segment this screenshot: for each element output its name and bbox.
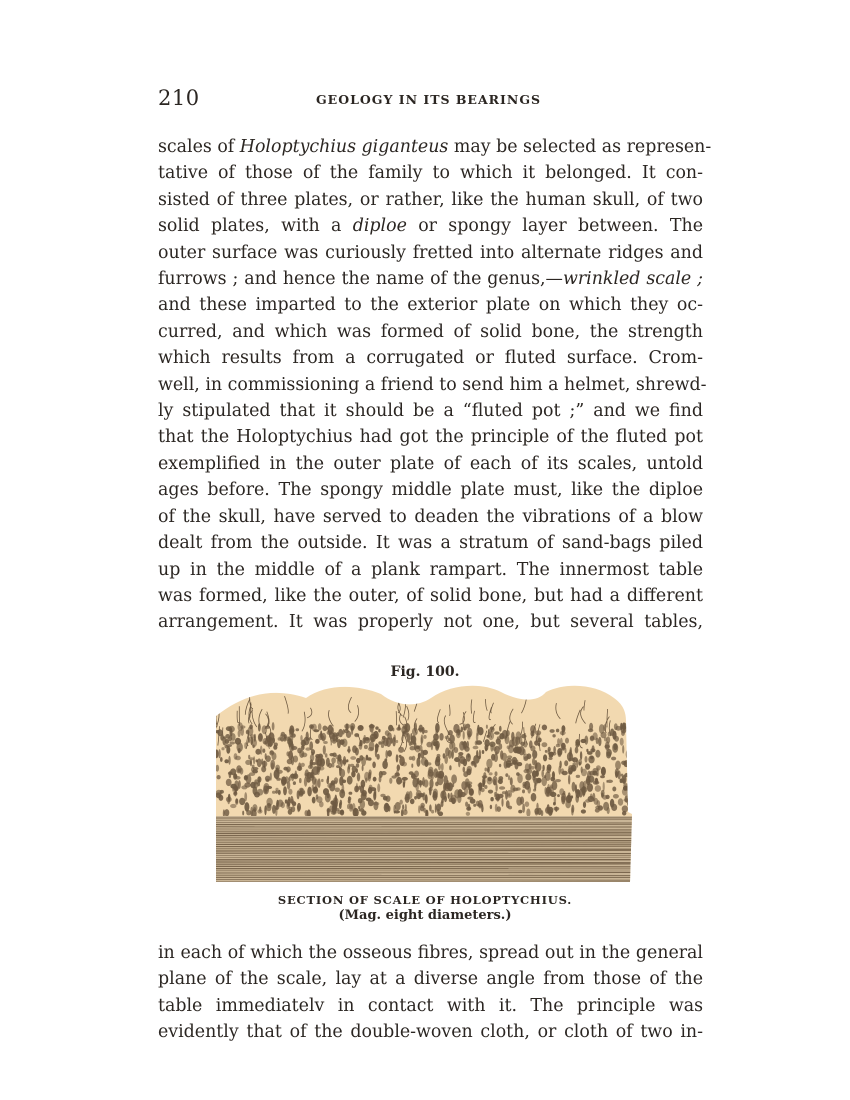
- text-line: [158, 266, 703, 292]
- text-run: arrangement. It was properly not one, but several tables,: [158, 612, 703, 633]
- text-run: or spongy layer between. The: [406, 216, 703, 237]
- text-line: [158, 240, 703, 266]
- figure-subcaption: (Mag. eight diameters.): [338, 908, 512, 923]
- text-run: scales of: [158, 137, 240, 157]
- text-line: [158, 530, 703, 556]
- figure-label: Fig. 100.: [390, 664, 460, 680]
- text-line: [158, 160, 703, 186]
- paragraph-top: [158, 134, 712, 636]
- text-run: table immediatelv in contact with it. The principle was: [158, 995, 703, 1016]
- text-line: [158, 213, 703, 239]
- text-run: outer surface was curiously fretted into alternate ridges and: [158, 242, 703, 263]
- text-run: plane of the scale, lay at a diverse angle from those of the: [158, 969, 703, 990]
- text-line: [158, 940, 703, 966]
- text-run: exemplified in the outer plate of each of its scales, untold: [158, 453, 703, 474]
- text-line: [158, 187, 703, 213]
- italic-text: Holoptychius giganteus: [239, 137, 449, 157]
- italic-text: diploe: [352, 216, 407, 237]
- scale-section-illustration: [216, 682, 632, 886]
- text-run: up in the middle of a plank rampart. The innermost table: [158, 559, 703, 580]
- text-line: [158, 398, 703, 424]
- text-run: ly stipulated that it should be a “fluted pot ;” and we find: [158, 401, 703, 422]
- text-run: was formed, like the outer, of solid bone, but had a different: [158, 585, 703, 606]
- text-run: evidently that of the double-woven cloth, or cloth of two in-: [158, 1022, 703, 1043]
- text-line: [158, 1019, 703, 1045]
- text-line: [158, 609, 703, 635]
- text-line: [158, 319, 703, 345]
- text-run: tative of those of the family to which it belonged. It con-: [158, 163, 703, 184]
- page-header: [158, 86, 703, 116]
- text-line: [158, 993, 703, 1019]
- text-line: [158, 372, 707, 398]
- figure-caption: SECTION OF SCALE OF HOLOPTYCHIUS.: [277, 893, 573, 907]
- text-run: which results from a corrugated or fluted surface. Crom-: [158, 348, 703, 369]
- paragraph-bottom: [158, 940, 703, 1046]
- text-line: [158, 966, 703, 992]
- text-run: and these imparted to the exterior plate on which they oc-: [158, 295, 703, 316]
- text-run: ages before. The spongy middle plate must, like the diploe: [158, 480, 703, 501]
- text-run: furrows ; and hence the name of the genus,—: [158, 269, 563, 290]
- text-line: [158, 583, 703, 609]
- text-run: dealt from the outside. It was a stratum of sand-bags piled: [158, 533, 703, 554]
- text-line: [158, 451, 703, 477]
- italic-text: wrinkled scale ;: [562, 269, 703, 290]
- page-number: 210: [158, 86, 200, 110]
- text-run: of the skull, have served to deaden the vibrations of a blow: [158, 506, 703, 527]
- text-run: curred, and which was formed of solid bone, the strength: [158, 321, 703, 342]
- text-line: [158, 424, 703, 450]
- text-run: well, in commissioning a friend to send him a helmet, shrewd-: [158, 374, 707, 395]
- text-line: [158, 292, 703, 318]
- text-run: that the Holoptychius had got the principle of the fluted pot: [158, 427, 703, 448]
- text-line: [158, 557, 703, 583]
- running-head: GEOLOGY IN ITS BEARINGS: [316, 92, 542, 107]
- text-line: [158, 477, 703, 503]
- text-line: [158, 345, 703, 371]
- text-run: in each of which the osseous fibres, spread out in the general: [158, 943, 703, 963]
- text-run: sisted of three plates, or rather, like the human skull, of two: [158, 189, 703, 210]
- text-line: [158, 504, 703, 530]
- text-line: [158, 134, 712, 160]
- text-run: solid plates, with a: [158, 216, 353, 237]
- text-run: may be selected as represen-: [448, 137, 712, 157]
